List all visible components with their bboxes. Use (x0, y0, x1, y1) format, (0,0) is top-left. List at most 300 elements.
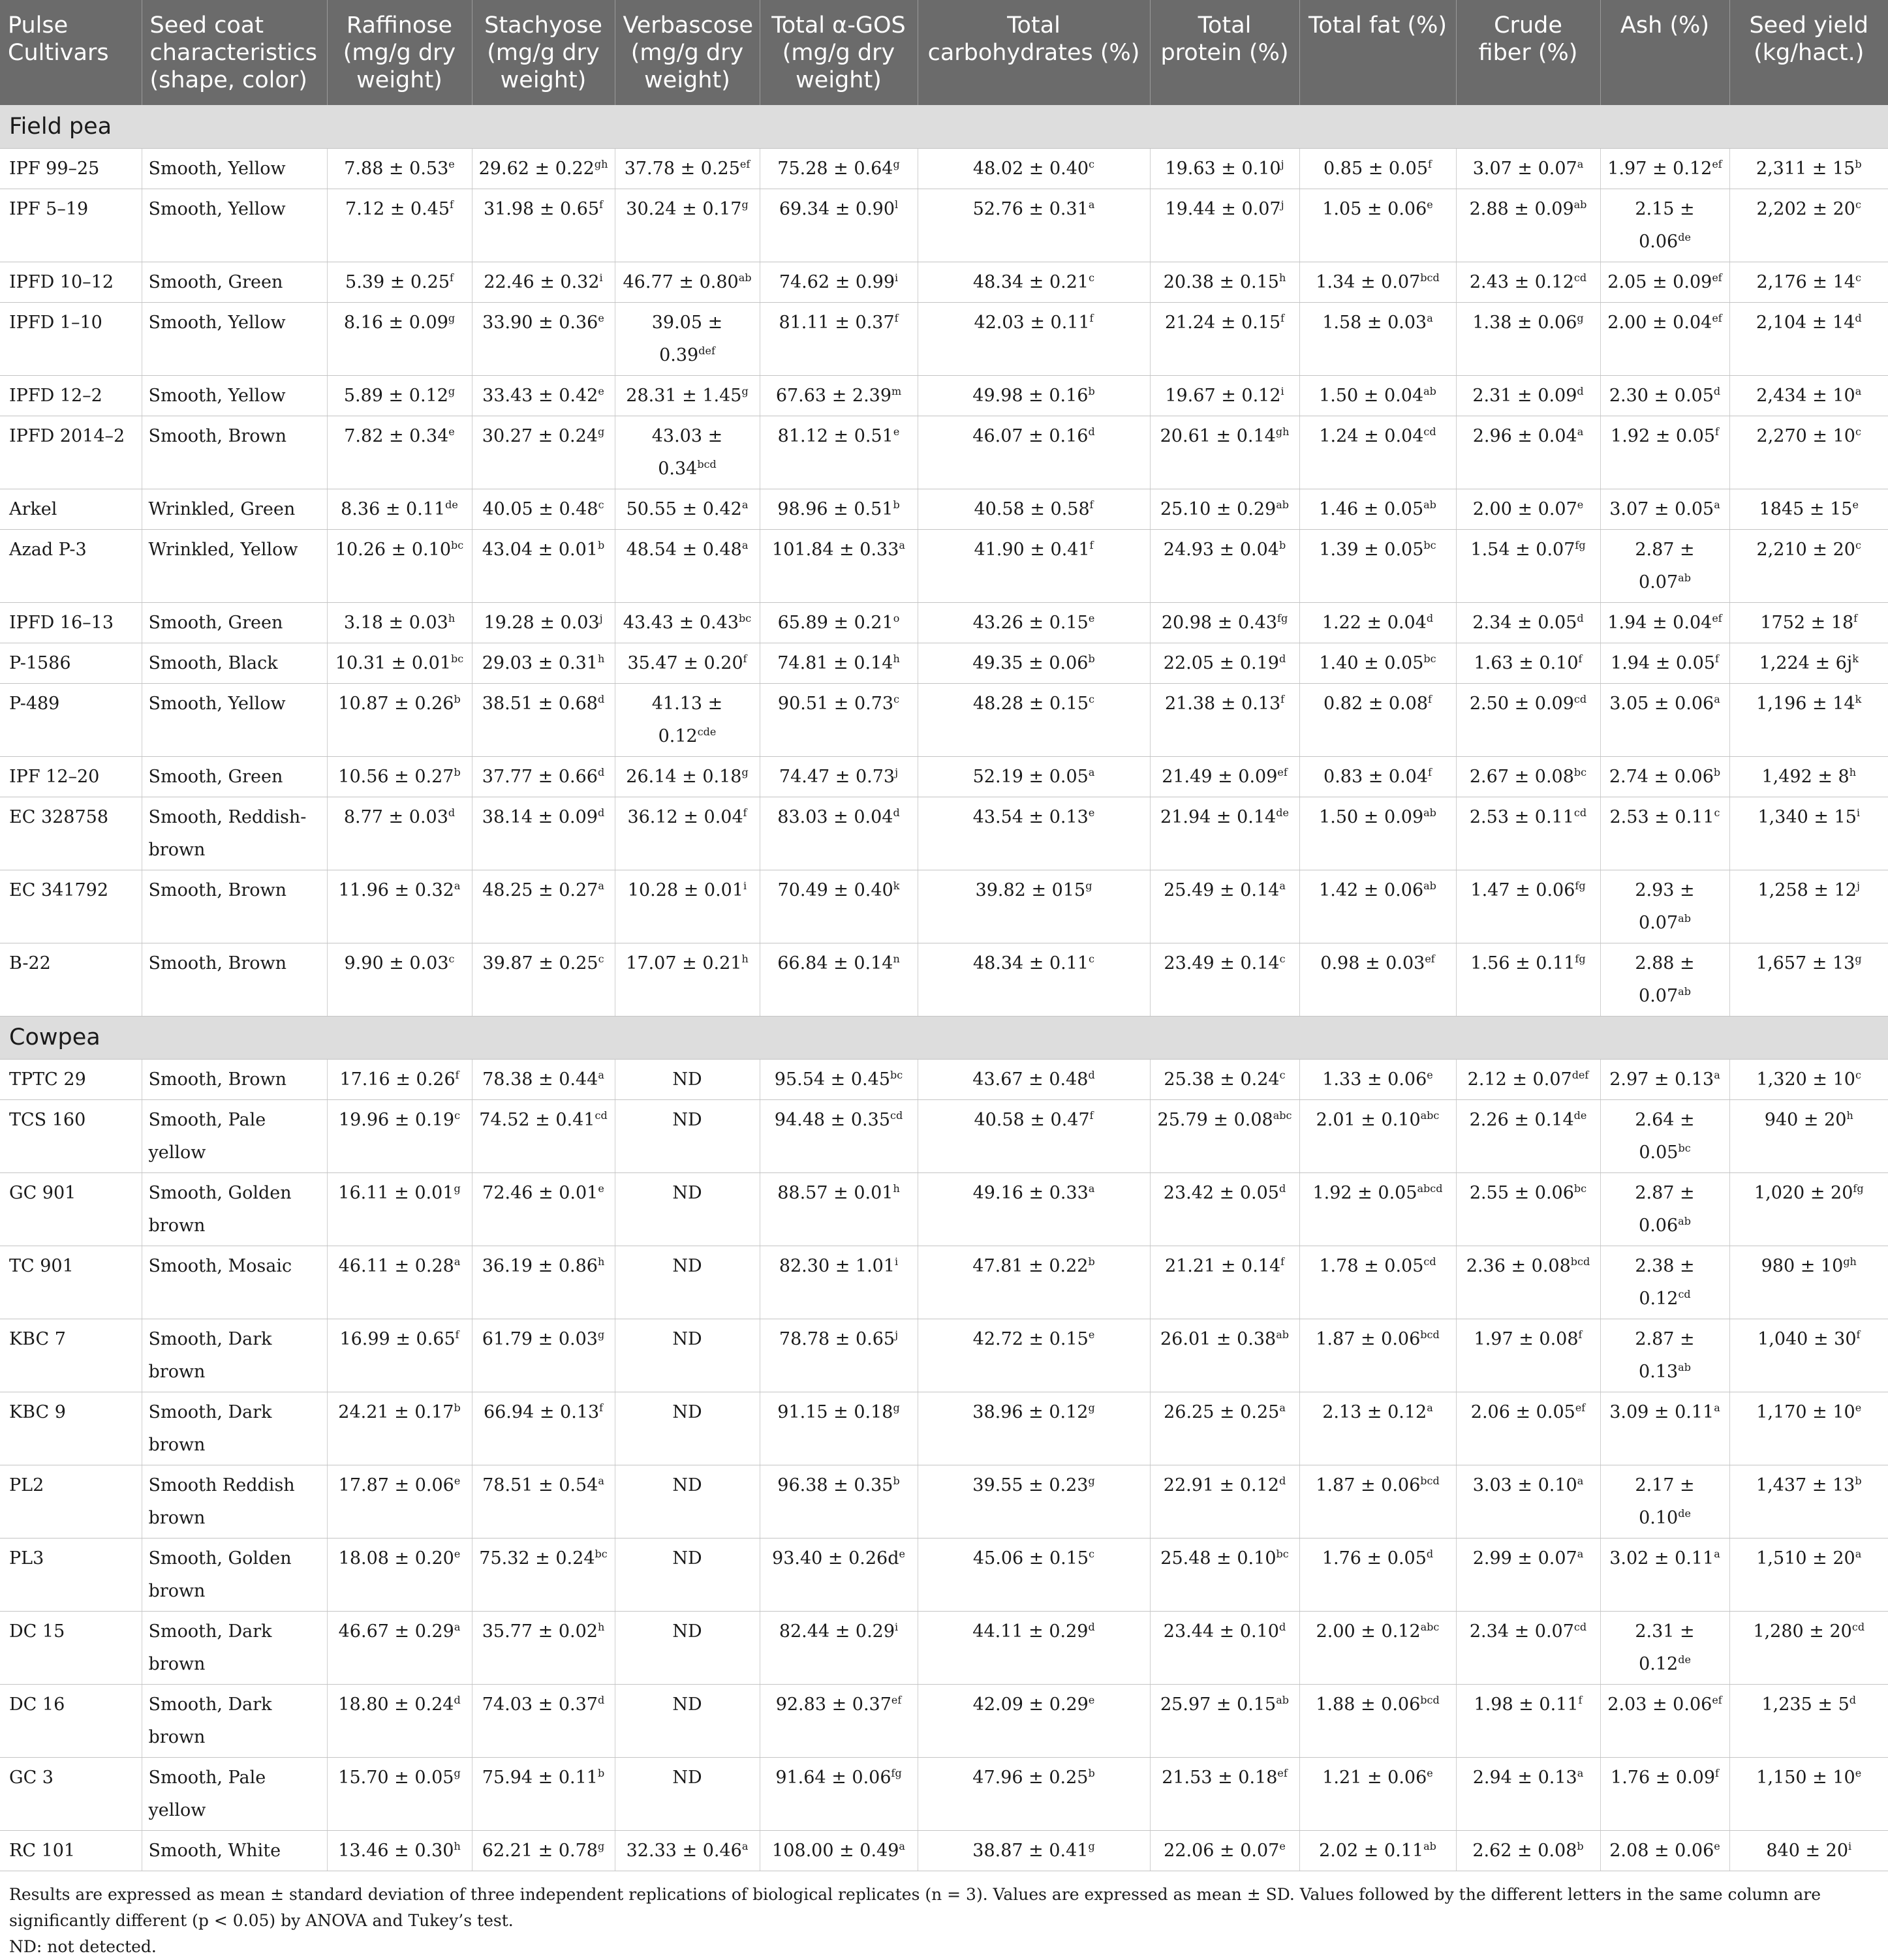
cultivar-name: IPF 12–20 (9, 766, 100, 787)
significance-letter: cd (1573, 1620, 1587, 1633)
significance-letter: de (1276, 806, 1289, 819)
table-row (0, 1757, 1888, 1830)
cultivar-cell (0, 375, 142, 416)
value-cell (1456, 489, 1600, 529)
value-text: 1.39 ± 0.05 (1319, 539, 1424, 560)
table-row (0, 683, 1888, 756)
value-text: 39.82 ± 015 (975, 880, 1086, 900)
value-cell (1456, 1319, 1600, 1392)
value-text: 40.58 ± 0.58 (974, 498, 1090, 519)
value-cell (1456, 643, 1600, 683)
significance-letter: j (1856, 879, 1860, 892)
significance-letter: bc (890, 1068, 903, 1081)
significance-letter: e (1714, 1839, 1720, 1852)
significance-letter: f (1280, 1255, 1285, 1268)
value-text: 1,020 ± 20 (1754, 1182, 1853, 1203)
significance-letter: bc (1573, 765, 1587, 778)
significance-letter: e (454, 1474, 461, 1487)
value-cell (615, 756, 760, 797)
significance-letter: de (1678, 1507, 1691, 1520)
cultivar-name: Arkel (9, 498, 57, 519)
value-cell (615, 1246, 760, 1319)
value-cell (1456, 797, 1600, 870)
value-cell (1150, 1319, 1299, 1392)
significance-letter: c (1855, 1068, 1861, 1081)
seed-coat-text: Smooth, Golden (148, 1548, 292, 1569)
significance-letter: ef (1712, 157, 1722, 170)
value-cell (1150, 1059, 1299, 1099)
table-footnotes (9, 1882, 1876, 1960)
significance-letter: c (598, 952, 604, 965)
significance-letter: ab (1423, 498, 1436, 511)
significance-letter: ab (1276, 1693, 1289, 1706)
value-text: 1.97 ± 0.08 (1474, 1328, 1579, 1349)
value-text: 1,280 ± 20 (1753, 1621, 1852, 1642)
significance-letter: g (1855, 952, 1862, 965)
significance-letter: b (1088, 652, 1095, 665)
significance-letter: f (1853, 611, 1858, 624)
value-text: 1.40 ± 0.05 (1319, 652, 1424, 673)
value-text: 46.07 ± 0.16 (972, 425, 1089, 446)
significance-letter: ab (1276, 1328, 1289, 1341)
column-header-line: Seed coat (149, 12, 264, 38)
cultivar-cell (0, 489, 142, 529)
value-text: 39.05 ± 0.39 (651, 312, 723, 365)
value-cell (1150, 1757, 1299, 1830)
significance-letter: f (1428, 765, 1432, 778)
value-cell (918, 375, 1150, 416)
significance-letter: h (597, 1620, 605, 1633)
significance-letter: c (1855, 271, 1861, 284)
value-cell (327, 1465, 472, 1538)
seed-coat-text: Smooth, Pale yellow (148, 1767, 266, 1820)
value-cell (472, 416, 615, 489)
value-text: 2.53 ± 0.11 (1469, 806, 1574, 827)
value-text: 46.11 ± 0.28 (338, 1255, 454, 1276)
value-cell (1150, 1830, 1299, 1871)
value-cell (1299, 1684, 1456, 1757)
value-text: 2.50 ± 0.09 (1469, 693, 1574, 714)
significance-letter: g (597, 1328, 605, 1341)
value-cell (1600, 489, 1729, 529)
significance-letter: b (1088, 384, 1095, 397)
seed-coat-text: Smooth, Brown (148, 880, 287, 900)
value-text: 46.77 ± 0.80 (623, 271, 739, 292)
value-cell (1600, 148, 1729, 189)
cultivar-name: KBC 7 (9, 1328, 66, 1349)
seed-coat-text: Smooth, Dark brown (148, 1401, 272, 1455)
value-cell (1299, 1757, 1456, 1830)
significance-letter: c (1089, 1547, 1095, 1560)
significance-letter: d (597, 692, 605, 705)
significance-letter: b (893, 498, 900, 511)
value-cell (472, 797, 615, 870)
table-row (0, 416, 1888, 489)
significance-letter: i (743, 879, 747, 892)
value-text: 48.34 ± 0.21 (972, 271, 1089, 292)
significance-letter: b (893, 1474, 900, 1487)
value-cell (1600, 1611, 1729, 1684)
significance-letter: c (1089, 157, 1095, 170)
value-cell (918, 643, 1150, 683)
value-text: 43.03 ± 0.34 (651, 425, 723, 479)
seed-coat-cell (142, 1319, 327, 1392)
section-row (0, 105, 1888, 148)
value-text: 2.31 ± 0.12 (1635, 1621, 1695, 1674)
significance-letter: d (1577, 384, 1584, 397)
significance-letter: d (1278, 652, 1286, 665)
seed-coat-text: brown (148, 1507, 206, 1528)
seed-coat-cell (142, 489, 327, 529)
value-cell (1729, 1172, 1888, 1246)
value-cell (615, 189, 760, 262)
significance-letter: g (448, 384, 456, 397)
value-text: 2.88 ± 0.07 (1635, 953, 1695, 1006)
significance-letter: c (598, 498, 604, 511)
value-cell (1729, 1246, 1888, 1319)
value-text: 3.07 ± 0.05 (1609, 498, 1714, 519)
value-cell (760, 189, 918, 262)
value-cell (615, 1319, 760, 1392)
value-cell (615, 1830, 760, 1871)
significance-letter: f (450, 198, 454, 211)
value-cell (472, 683, 615, 756)
value-cell (1600, 1172, 1729, 1246)
value-cell (1150, 870, 1299, 943)
significance-letter: e (448, 157, 455, 170)
table-row (0, 148, 1888, 189)
column-header (1600, 0, 1729, 105)
seed-coat-cell (142, 797, 327, 870)
value-text: 81.12 ± 0.51 (777, 425, 893, 446)
column-header-line: Total α-GOS (771, 12, 906, 38)
value-text: 1.38 ± 0.06 (1472, 312, 1577, 333)
value-cell (1150, 1611, 1299, 1684)
column-header-line: Ash (%) (1620, 12, 1710, 38)
significance-letter: d (1088, 425, 1095, 438)
column-header-line: characteristics (149, 40, 317, 66)
significance-letter: a (899, 1839, 905, 1852)
value-text: 26.14 ± 0.18 (626, 766, 742, 787)
column-header-line: (mg/g dry (343, 40, 456, 66)
significance-letter: f (1428, 692, 1432, 705)
significance-letter: bcd (1420, 1474, 1440, 1487)
significance-letter: de (1573, 1109, 1587, 1122)
value-cell (1299, 1319, 1456, 1392)
significance-letter: a (1427, 311, 1433, 324)
value-cell (1299, 1099, 1456, 1172)
value-cell (327, 489, 472, 529)
value-cell (1150, 1246, 1299, 1319)
value-text: 1,258 ± 12 (1757, 880, 1857, 900)
significance-letter: j (1280, 157, 1284, 170)
value-text: 75.32 ± 0.24 (479, 1548, 595, 1569)
significance-letter: c (1855, 538, 1861, 551)
seed-coat-text: Wrinkled, Yellow (148, 539, 298, 560)
value-cell (327, 602, 472, 643)
cultivar-cell (0, 870, 142, 943)
value-text: 1,320 ± 10 (1756, 1069, 1855, 1090)
value-text: 17.07 ± 0.21 (626, 953, 742, 973)
cultivar-name: P-489 (9, 693, 60, 714)
value-text: 18.80 ± 0.24 (338, 1694, 454, 1715)
value-cell (615, 797, 760, 870)
value-cell (1150, 1538, 1299, 1611)
significance-letter: g (741, 198, 749, 211)
value-cell (1456, 756, 1600, 797)
significance-letter: e (1088, 1693, 1095, 1706)
value-text: 18.08 ± 0.20 (338, 1548, 454, 1569)
table-row (0, 1246, 1888, 1319)
value-cell (760, 643, 918, 683)
value-text: 19.44 ± 0.07 (1165, 198, 1281, 219)
value-cell (472, 1392, 615, 1465)
value-text: 93.40 ± 0.26d (772, 1548, 899, 1569)
value-text: 42.72 ± 0.15 (972, 1328, 1089, 1349)
value-text: 840 ± 20 (1766, 1840, 1849, 1861)
value-cell (1456, 1099, 1600, 1172)
value-text: 3.07 ± 0.07 (1472, 158, 1577, 179)
seed-coat-text: Smooth, Dark brown (148, 1328, 272, 1382)
value-text: 1.46 ± 0.05 (1319, 498, 1424, 519)
value-text: 980 ± 10 (1761, 1255, 1844, 1276)
significance-letter: c (448, 952, 455, 965)
table-header (0, 0, 1888, 105)
value-cell (1600, 302, 1729, 375)
significance-letter: cd (890, 1109, 903, 1122)
cultivar-name: IPFD 16–13 (9, 612, 114, 633)
cultivar-cell (0, 1099, 142, 1172)
value-cell (760, 489, 918, 529)
value-text: 2.88 ± 0.09 (1469, 198, 1574, 219)
value-cell (760, 375, 918, 416)
value-text: 15.70 ± 0.05 (338, 1767, 454, 1788)
value-cell (327, 797, 472, 870)
value-text: 1,150 ± 10 (1756, 1767, 1855, 1788)
table-row (0, 262, 1888, 302)
significance-letter: f (894, 311, 899, 324)
value-cell (1299, 302, 1456, 375)
significance-letter: bcd (1570, 1255, 1590, 1268)
significance-letter: i (895, 1255, 899, 1268)
value-cell (472, 756, 615, 797)
value-cell (615, 489, 760, 529)
value-cell (1150, 262, 1299, 302)
value-text: 1.87 ± 0.06 (1316, 1328, 1421, 1349)
value-text: 1,196 ± 14 (1756, 693, 1855, 714)
value-text: 1.56 ± 0.11 (1470, 953, 1575, 973)
value-text: 2,270 ± 10 (1756, 425, 1855, 446)
value-cell (918, 1757, 1150, 1830)
value-text: 1,340 ± 15 (1757, 806, 1857, 827)
value-text: 3.02 ± 0.11 (1609, 1548, 1714, 1569)
value-text: 43.26 ± 0.15 (972, 612, 1089, 633)
table-row (0, 375, 1888, 416)
seed-coat-text: Smooth, Black (148, 652, 278, 673)
significance-letter: f (1280, 311, 1285, 324)
significance-letter: e (1088, 806, 1095, 819)
value-cell (472, 1684, 615, 1757)
value-text: 35.77 ± 0.02 (482, 1621, 598, 1642)
value-cell (1150, 416, 1299, 489)
significance-letter: a (598, 1068, 604, 1081)
significance-letter: a (1714, 1401, 1720, 1414)
value-text: 75.28 ± 0.64 (777, 158, 893, 179)
table-row (0, 1172, 1888, 1246)
value-cell (327, 1830, 472, 1871)
significance-letter: d (1426, 1547, 1434, 1560)
significance-letter: ef (1277, 1766, 1288, 1779)
cultivar-name: EC 341792 (9, 880, 109, 900)
column-header-line: (mg/g dry (487, 40, 600, 66)
value-cell (918, 262, 1150, 302)
value-cell (760, 1319, 918, 1392)
significance-letter: ab (1678, 571, 1691, 584)
significance-letter: e (448, 425, 455, 438)
value-text: 2.06 ± 0.05 (1470, 1401, 1575, 1422)
significance-letter: g (893, 1401, 900, 1414)
value-cell (1729, 1059, 1888, 1099)
value-text: 33.43 ± 0.42 (482, 385, 598, 406)
column-header-line: Crude (1494, 12, 1562, 38)
value-cell (1729, 529, 1888, 602)
value-cell (1600, 189, 1729, 262)
cultivar-cell (0, 756, 142, 797)
significance-letter: e (598, 1182, 604, 1195)
value-cell (1456, 189, 1600, 262)
seed-coat-cell (142, 529, 327, 602)
seed-coat-cell (142, 1611, 327, 1684)
value-text: 74.81 ± 0.14 (777, 652, 893, 673)
seed-coat-cell (142, 148, 327, 189)
value-cell (327, 189, 472, 262)
value-cell (327, 870, 472, 943)
value-cell (918, 1059, 1150, 1099)
value-cell (472, 1538, 615, 1611)
value-cell (327, 643, 472, 683)
significance-letter: bc (451, 652, 464, 665)
value-text: 74.03 ± 0.37 (482, 1694, 598, 1715)
column-header-line: fiber (%) (1478, 40, 1578, 66)
value-cell (918, 1246, 1150, 1319)
cultivar-cell (0, 1465, 142, 1538)
significance-letter: d (893, 806, 900, 819)
value-text: 39.87 ± 0.25 (482, 953, 598, 973)
significance-letter: d (1713, 384, 1721, 397)
value-text: 91.15 ± 0.18 (777, 1401, 893, 1422)
value-cell (327, 148, 472, 189)
value-cell (760, 262, 918, 302)
significance-letter: h (1278, 271, 1286, 284)
value-cell (1600, 683, 1729, 756)
value-cell (615, 1059, 760, 1099)
value-cell (1456, 1246, 1600, 1319)
value-cell (1299, 643, 1456, 683)
value-text: 91.64 ± 0.06 (775, 1767, 891, 1788)
value-cell (1600, 1465, 1729, 1538)
table-row (0, 189, 1888, 262)
value-cell (615, 1757, 760, 1830)
cultivar-name: RC 101 (9, 1840, 76, 1861)
value-text: 1.50 ± 0.09 (1319, 806, 1424, 827)
value-cell (1299, 262, 1456, 302)
value-text: 2.64 ± 0.05 (1635, 1109, 1695, 1163)
value-text: 48.28 ± 0.15 (972, 693, 1089, 714)
value-cell (327, 1538, 472, 1611)
value-cell (918, 1611, 1150, 1684)
value-text: 2.26 ± 0.14 (1469, 1109, 1574, 1130)
table-row (0, 1830, 1888, 1871)
value-cell (1600, 756, 1729, 797)
seed-coat-text: brown (148, 839, 206, 860)
value-text: 47.81 ± 0.22 (972, 1255, 1089, 1276)
value-text: 70.49 ± 0.40 (777, 880, 893, 900)
significance-letter: e (1852, 498, 1859, 511)
value-text: 21.94 ± 0.14 (1160, 806, 1277, 827)
significance-letter: j (895, 1328, 899, 1341)
value-cell (1150, 1172, 1299, 1246)
significance-letter: f (743, 806, 747, 819)
value-text: 0.83 ± 0.04 (1323, 766, 1429, 787)
significance-letter: a (1279, 879, 1286, 892)
seed-coat-text: Smooth, Yellow (148, 312, 286, 333)
value-text: 22.46 ± 0.32 (484, 271, 600, 292)
column-header-line: weight) (356, 67, 442, 93)
value-text: 1,492 ± 8 (1761, 766, 1849, 787)
value-cell (760, 1246, 918, 1319)
value-cell (327, 1099, 472, 1172)
cultivar-cell (0, 683, 142, 756)
cultivar-cell (0, 302, 142, 375)
value-cell (615, 1392, 760, 1465)
column-header-line: weight) (644, 67, 730, 93)
value-cell (1600, 262, 1729, 302)
table-row (0, 1684, 1888, 1757)
value-text: 74.47 ± 0.73 (779, 766, 895, 787)
significance-letter: m (891, 384, 902, 397)
value-cell (1729, 1099, 1888, 1172)
value-cell (760, 797, 918, 870)
value-cell (1729, 416, 1888, 489)
significance-letter: h (1846, 1109, 1853, 1122)
section-title: Field pea (0, 105, 1888, 148)
significance-letter: d (454, 1693, 461, 1706)
value-text: 2.12 ± 0.07 (1467, 1069, 1572, 1090)
value-cell (918, 1099, 1150, 1172)
seed-coat-cell (142, 1684, 327, 1757)
significance-letter: f (1856, 1328, 1861, 1341)
seed-coat-text: Smooth, Golden (148, 1182, 292, 1203)
value-cell (918, 189, 1150, 262)
value-text: 1,224 ± 6j (1759, 652, 1853, 673)
column-header-line: Total fat (%) (1308, 12, 1447, 38)
value-cell (1456, 943, 1600, 1016)
value-text: 5.39 ± 0.25 (345, 271, 450, 292)
significance-letter: cde (697, 725, 717, 738)
seed-coat-cell (142, 1465, 327, 1538)
cultivar-name: IPF 5–19 (9, 198, 89, 219)
value-text: 1.97 ± 0.12 (1607, 158, 1712, 179)
cultivar-cell (0, 1392, 142, 1465)
significance-letter: a (1279, 1401, 1286, 1414)
seed-coat-text: Smooth, Reddish- (148, 806, 307, 827)
value-cell (1600, 1246, 1729, 1319)
significance-letter: g (1085, 879, 1092, 892)
significance-letter: b (454, 692, 461, 705)
significance-letter: ef (1425, 952, 1435, 965)
value-cell (327, 1392, 472, 1465)
significance-letter: d (597, 1693, 605, 1706)
